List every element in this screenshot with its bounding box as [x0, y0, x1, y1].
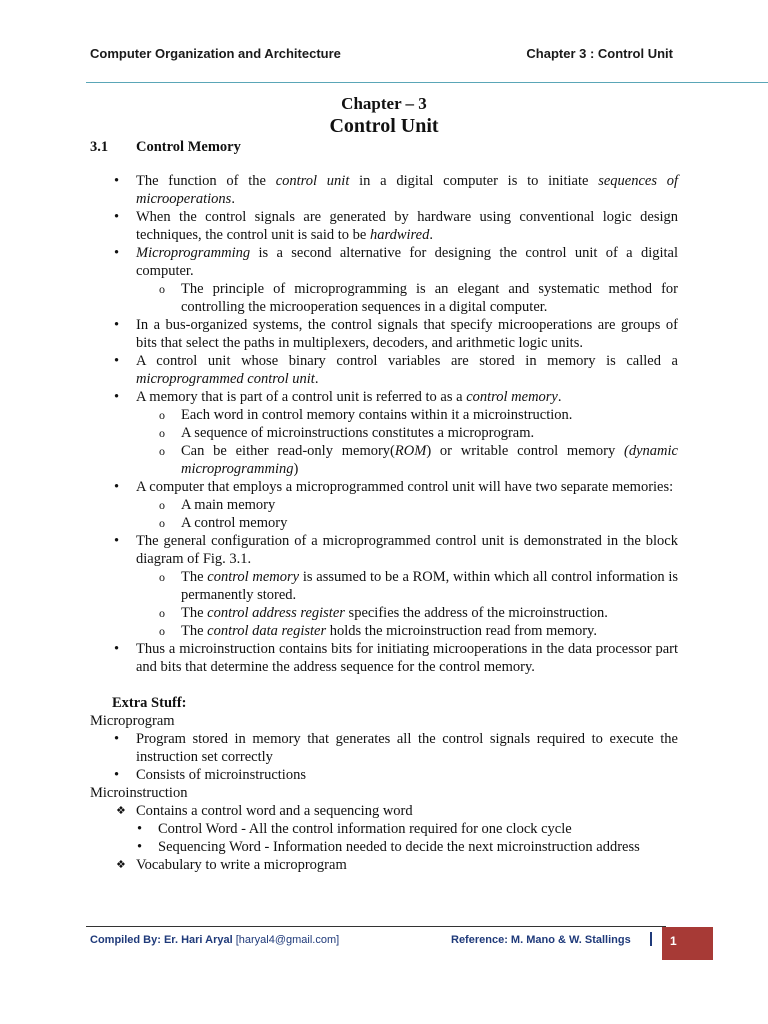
- sub-list-item: o A control memory: [90, 514, 678, 532]
- list-item: • Microprogramming is a second alternative for designing the control unit of a digital computer.: [90, 244, 678, 280]
- list-item: • Control Word - All the control information required for one clock cycle: [90, 820, 678, 838]
- list-item: • Sequencing Word - Information needed to decide the next microinstruction address: [90, 838, 678, 856]
- list-item: • The function of the control unit in a digital computer is to initiate sequences of microoperations.: [90, 172, 678, 208]
- sub-list-item: o A main memory: [90, 496, 678, 514]
- microprogram-label: Microprogram: [90, 713, 175, 729]
- page-header: [90, 46, 673, 61]
- chapter-title: Control Unit: [329, 115, 439, 137]
- list-item: • Program stored in memory that generates all the control signals required to execute the instruction set correctly: [90, 730, 678, 766]
- sub-list-item: o The control data register holds the microinstruction read from memory.: [90, 622, 678, 640]
- microprogram-list: [90, 730, 678, 784]
- footer-reference: Reference: M. Mano & W. Stallings: [451, 934, 631, 946]
- footer-compiled-by: Compiled By: Er. Hari Aryal [haryal4@gmail.com]: [90, 934, 340, 946]
- footer-rule: [86, 926, 666, 927]
- sub-list-item: o Each word in control memory contains within it a microinstruction.: [90, 406, 678, 424]
- sub-list-item: o A sequence of microinstructions constitutes a microprogram.: [90, 424, 678, 442]
- list-item: • A computer that employs a microprogrammed control unit will have two separate memories:: [90, 478, 678, 496]
- list-item: • A control unit whose binary control variables are stored in memory is called a microprogrammed control unit.: [90, 352, 678, 388]
- list-item: • Consists of microinstructions: [90, 766, 678, 784]
- list-item: • When the control signals are generated by hardware using conventional logic design techniques, the control unit is said to be hardwired.: [90, 208, 678, 244]
- header-right: Chapter 3 : Control Unit: [526, 46, 673, 61]
- list-item: • Thus a microinstruction contains bits for initiating microoperations in the data processor part and bits that determine the address sequence for the control memory.: [90, 640, 678, 676]
- page-body: [90, 138, 678, 874]
- extra-heading: Extra Stuff:: [112, 695, 187, 711]
- header-left: Computer Organization and Architecture: [90, 46, 341, 61]
- list-item: • In a bus-organized systems, the control signals that specify microoperations are groups of bits that select the paths in multiplexers, decoders, and arithmetic logic units.: [90, 316, 678, 352]
- diamond-list-item: ❖ Contains a control word and a sequencing word: [90, 802, 678, 820]
- sub-list-item: o The principle of microprogramming is an elegant and systematic method for controlling the microoperation sequences in a digital computer.: [90, 280, 678, 316]
- sub-list-item: o The control address register specifies the address of the microinstruction.: [90, 604, 678, 622]
- list-item: • A memory that is part of a control unit is referred to as a control memory.: [90, 388, 678, 406]
- sub-list-item: o Can be either read-only memory(ROM) or writable control memory (dynamic microprogramming): [90, 442, 678, 478]
- section-number: 3.1: [90, 139, 109, 155]
- chapter-title-block: [0, 94, 768, 138]
- bullet-list: [90, 172, 678, 676]
- section-heading: [90, 138, 678, 156]
- sub-list-item: o The control memory is assumed to be a ROM, within which all control information is permanently stored.: [90, 568, 678, 604]
- diamond-list-item: ❖ Vocabulary to write a microprogram: [90, 856, 678, 874]
- section-title: Control Memory: [136, 139, 241, 155]
- footer-separator: [650, 932, 652, 946]
- list-item: • The general configuration of a microprogrammed control unit is demonstrated in the block diagram of Fig. 3.1.: [90, 532, 678, 568]
- header-rule: [86, 82, 768, 83]
- page-number: 1: [662, 927, 713, 960]
- microinstruction-list: [90, 802, 678, 874]
- microinstruction-label: Microinstruction: [90, 785, 188, 801]
- chapter-number: Chapter – 3: [341, 94, 427, 113]
